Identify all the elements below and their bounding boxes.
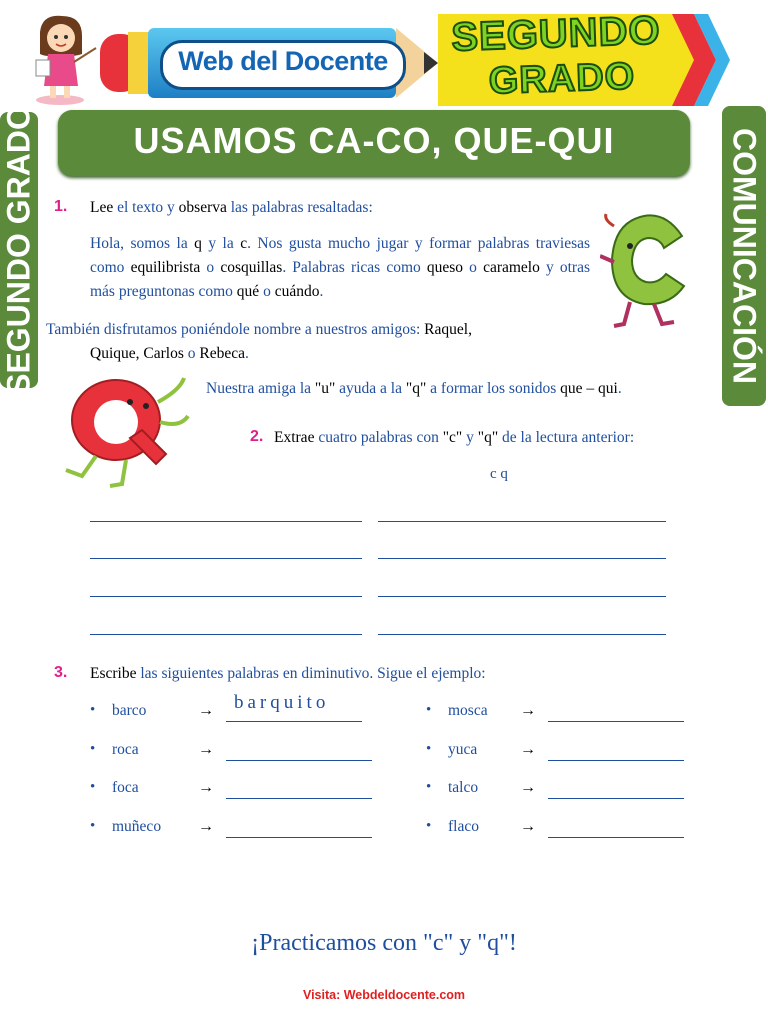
text-run: . <box>319 283 324 300</box>
word-muneco: muñeco <box>112 818 162 835</box>
answer-line-c-2[interactable] <box>90 557 362 559</box>
text-run: o <box>259 283 275 300</box>
letter-c-character-icon <box>600 206 692 330</box>
text-run: las siguientes palabras en diminutivo. <box>140 665 374 682</box>
grade-line1: SEGUNDO <box>450 8 662 60</box>
arrow-icon: → <box>198 818 214 835</box>
answer-line-barco[interactable] <box>226 720 362 722</box>
text-run: y <box>462 429 478 446</box>
text-run: o <box>200 259 221 276</box>
paragraph-2-line-2 <box>46 342 590 366</box>
question-3-number: 3. <box>54 664 68 681</box>
answer-line-muneco[interactable] <box>226 836 372 838</box>
word-yuca: yuca <box>448 741 478 758</box>
text-run: o <box>183 345 200 362</box>
question-3-instruction <box>90 662 486 686</box>
bullet: • <box>90 779 96 795</box>
paragraph-2-line-1 <box>46 318 590 342</box>
question-1-instruction: Lee el texto y observa las palabras resaltadas: <box>90 199 373 216</box>
reading-paragraph-3 <box>206 377 622 401</box>
word-barco: barco <box>112 702 147 719</box>
text-run: queso <box>426 259 464 276</box>
answer-line-q-1[interactable] <box>378 520 666 522</box>
text-run: "c" <box>442 429 463 446</box>
text-run: Rebeca <box>199 345 245 362</box>
answer-line-c-1[interactable] <box>90 520 362 522</box>
question-1-number: 1. <box>54 198 68 215</box>
answer-line-flaco[interactable] <box>548 836 684 838</box>
text-run: "q" <box>477 429 499 446</box>
text-run: Quique, Carlos <box>90 345 184 362</box>
text-run: "u" <box>314 380 336 397</box>
left-side-tab <box>0 105 38 395</box>
reading-paragraph-1 <box>90 232 590 304</box>
text-run: Escribe <box>90 665 141 682</box>
answer-line-roca[interactable] <box>226 759 372 761</box>
answer-line-mosca[interactable] <box>548 720 684 722</box>
right-tab-label: COMUNICACIÓN <box>726 128 763 384</box>
arrow-icon: → <box>198 779 214 796</box>
visit-link[interactable]: Visita: Webdeldocente.com <box>302 988 466 1002</box>
question-2-number: 2. <box>250 428 264 445</box>
logo-text[interactable]: Web del Docente <box>178 46 388 76</box>
page-title: USAMOS CA-CO, QUE-QUI <box>133 120 615 161</box>
answer-line-q-4[interactable] <box>378 633 666 635</box>
question-2-instruction <box>274 426 634 450</box>
word-mosca: mosca <box>448 702 488 719</box>
arrow-icon: → <box>520 818 536 835</box>
column-labels: c q <box>490 466 508 482</box>
text-run: y otras más preguntonas como <box>90 259 590 300</box>
text-run: q <box>194 235 202 252</box>
answer-line-yuca[interactable] <box>548 759 684 761</box>
title-bar <box>58 110 690 176</box>
text-run: . Nos gusta mucho jugar y formar palabras traviesas como <box>90 235 591 276</box>
text-run: cuatro palabras con <box>318 429 443 446</box>
text-run: caramelo <box>483 259 540 276</box>
arrow-icon: → <box>198 702 214 719</box>
text-run: También disfrutamos poniéndole nombre a nuestros amigos: <box>46 321 425 338</box>
text-run: Sigue el ejemplo: <box>373 665 486 682</box>
right-side-tab <box>722 106 766 406</box>
answer-line-q-2[interactable] <box>378 557 666 559</box>
arrow-icon: → <box>198 741 214 758</box>
text-run: de la lectura anterior: <box>498 429 635 446</box>
text-run: . Palabras ricas como <box>282 259 427 276</box>
text-run: equilibrista <box>130 259 201 276</box>
logo-pencil <box>98 22 443 102</box>
teacher-mascot-icon <box>30 14 100 106</box>
text-run: Hola, somos la <box>90 235 195 252</box>
reading-paragraph-2 <box>46 318 590 366</box>
word-talco: talco <box>448 779 479 796</box>
grade-line2: GRADO <box>488 55 636 103</box>
text-run: cosquillas <box>220 259 283 276</box>
grade-banner <box>432 10 732 108</box>
answer-line-q-3[interactable] <box>378 595 666 597</box>
text-run: o <box>463 259 484 276</box>
answer-line-c-4[interactable] <box>90 633 362 635</box>
text-run: Nuestra amiga la <box>206 380 315 397</box>
example-answer: barquito <box>234 692 330 713</box>
text-run: que – qui <box>560 380 618 397</box>
bullet: • <box>90 702 96 718</box>
bullet: • <box>426 741 432 757</box>
text-run: . <box>617 380 622 397</box>
letter-q-character-icon <box>56 372 192 488</box>
arrow-icon: → <box>520 779 536 796</box>
text-run: "q" <box>405 380 427 397</box>
text-run: cuándo <box>274 283 320 300</box>
footer-slogan: ¡Practicamos con "c" y "q"! <box>251 930 517 956</box>
text-run: a formar los sonidos <box>426 380 561 397</box>
bullet: • <box>90 818 96 834</box>
text-run: . <box>244 345 249 362</box>
text-run: qué <box>236 283 260 300</box>
bullet: • <box>90 741 96 757</box>
answer-line-foca[interactable] <box>226 797 372 799</box>
bullet: • <box>426 818 432 834</box>
word-flaco: flaco <box>448 818 479 835</box>
word-roca: roca <box>112 741 139 758</box>
text-run: Raquel, <box>424 321 472 338</box>
arrow-icon: → <box>520 741 536 758</box>
text-run: c <box>240 235 248 252</box>
text-run: Extrae <box>274 429 319 446</box>
text-run: ayuda a la <box>335 380 406 397</box>
bullet: • <box>426 779 432 795</box>
answer-line-c-3[interactable] <box>90 595 362 597</box>
bullet: • <box>426 702 432 718</box>
arrow-icon: → <box>520 702 536 719</box>
answer-line-talco[interactable] <box>548 797 684 799</box>
word-foca: foca <box>112 779 139 796</box>
text-run: y la <box>201 235 241 252</box>
left-tab-label: SEGUNDO GRADO <box>0 105 37 395</box>
